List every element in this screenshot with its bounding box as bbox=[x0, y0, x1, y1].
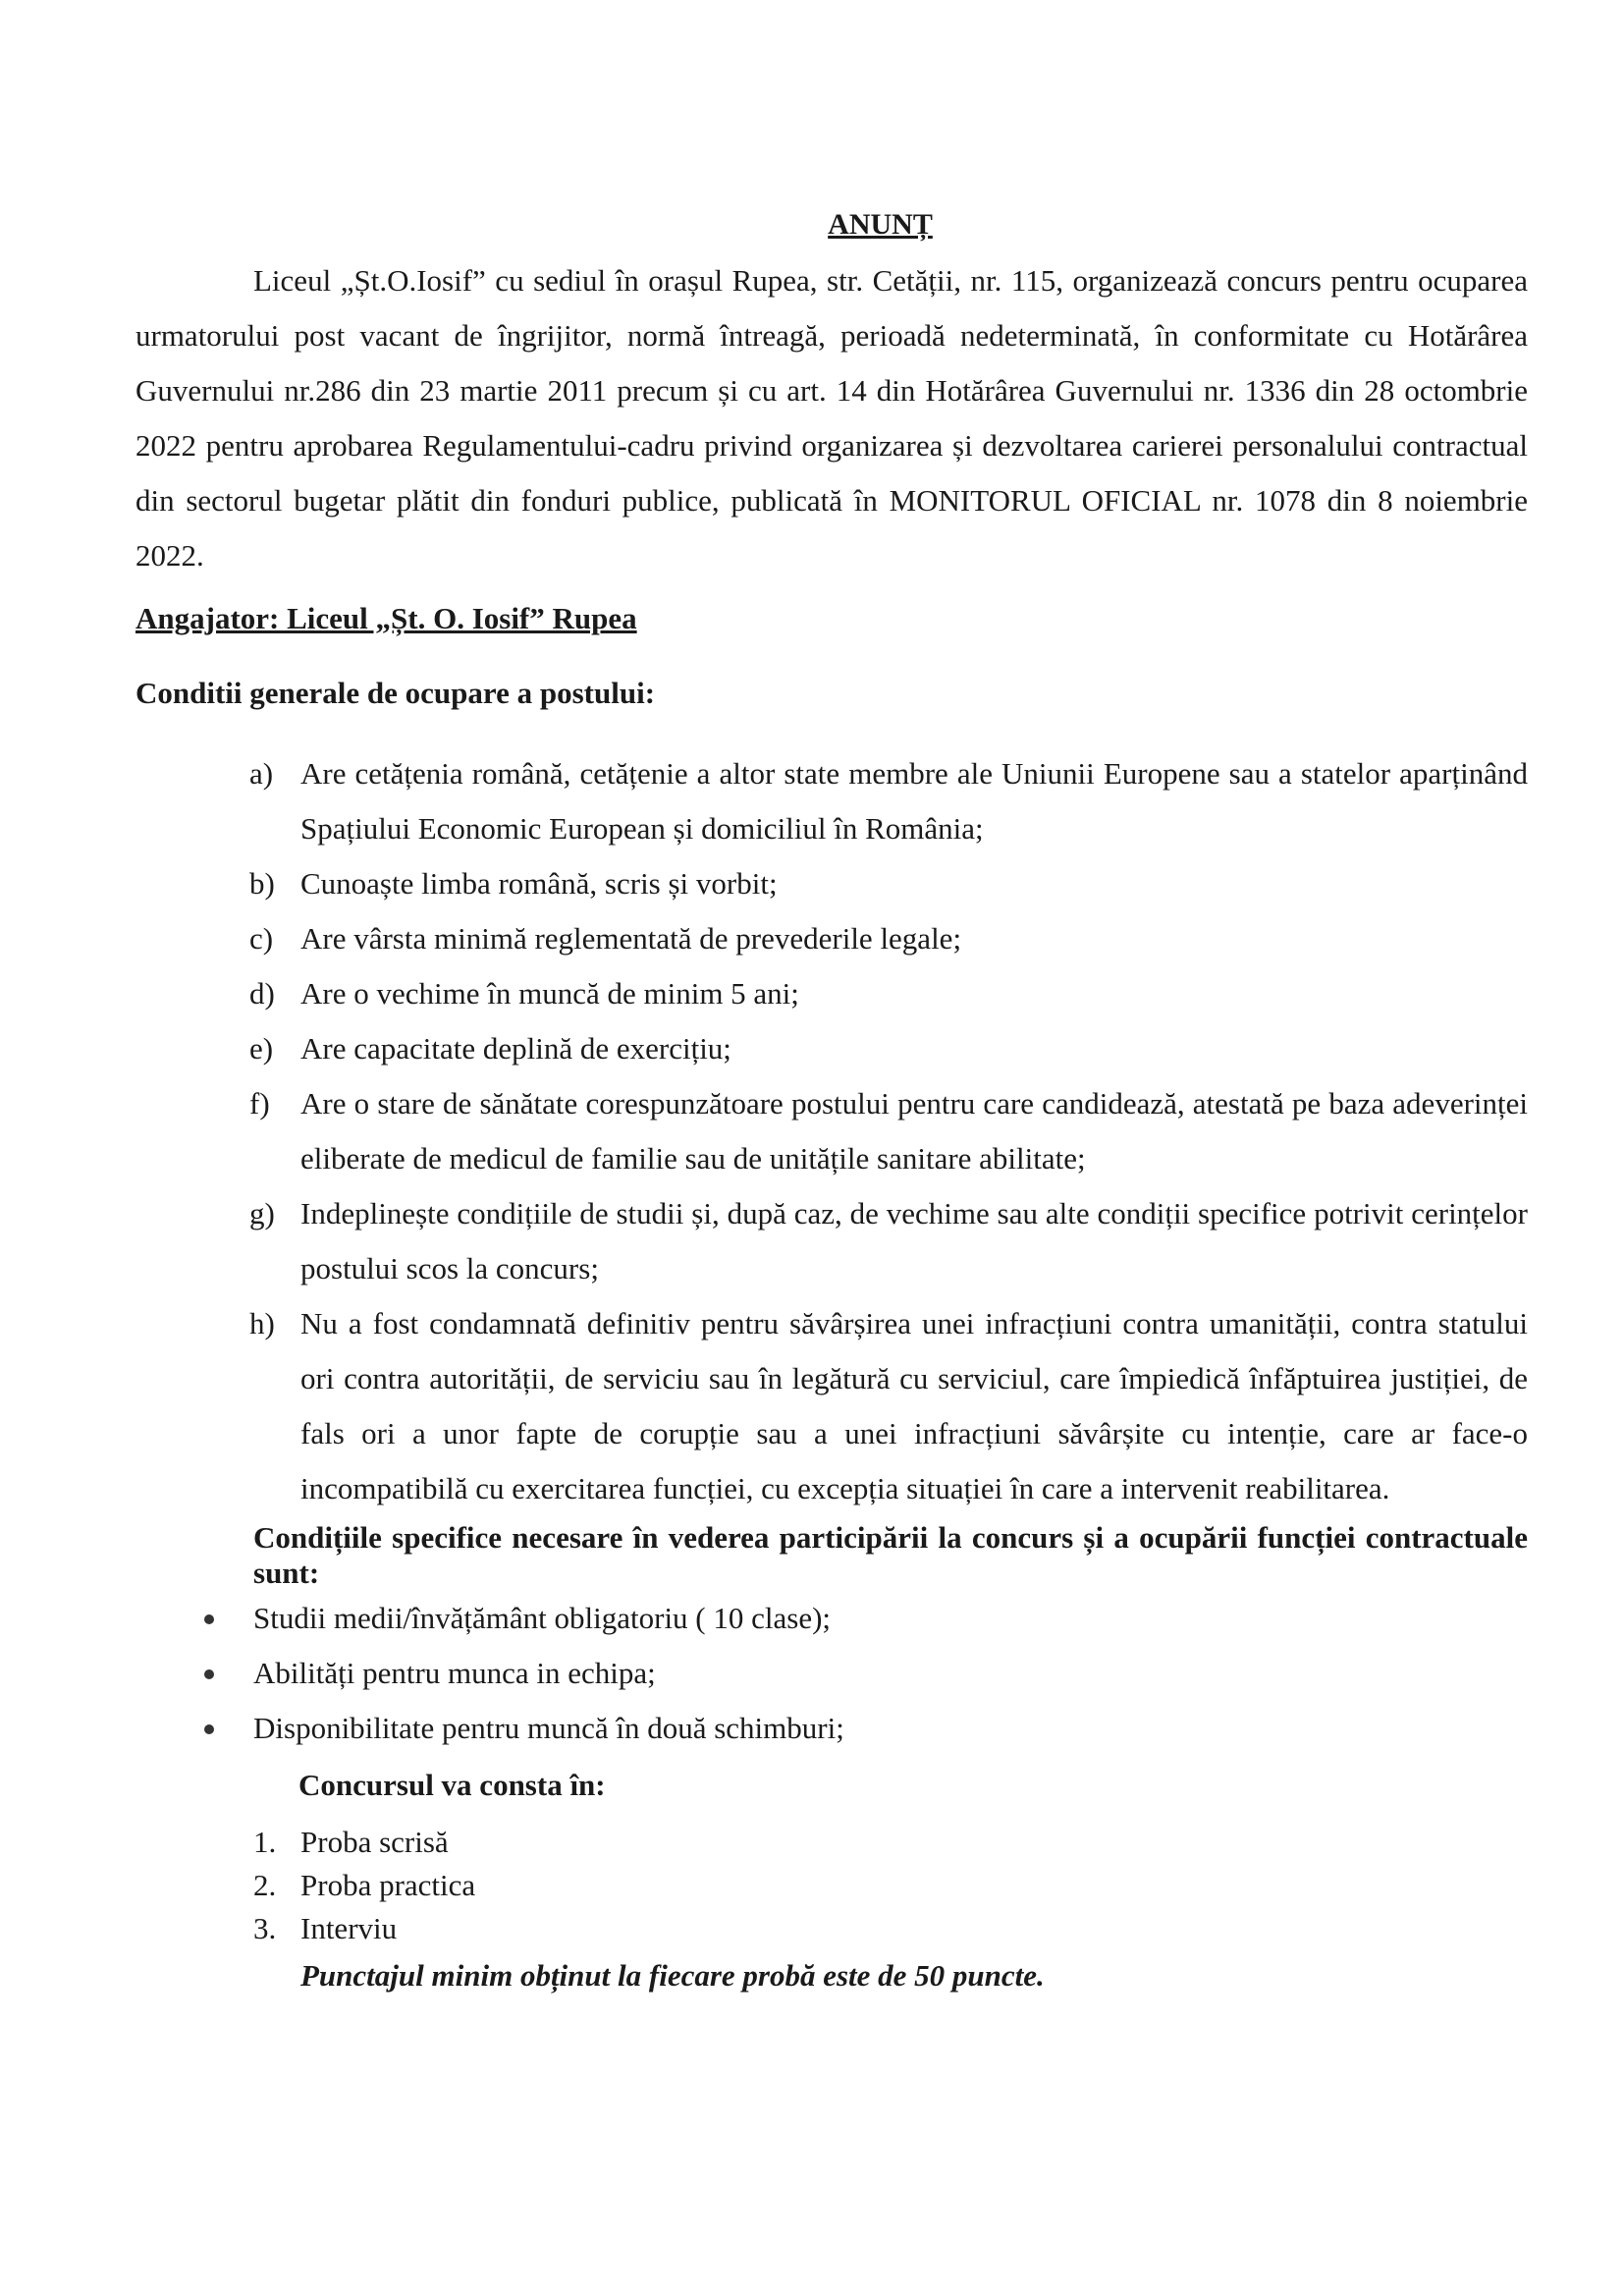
condition-item bbox=[249, 966, 1528, 1021]
specific-condition-text: Abilități pentru munca in echipa; bbox=[253, 1656, 656, 1690]
condition-letter: a) bbox=[249, 756, 274, 791]
condition-item bbox=[249, 746, 1528, 856]
condition-item bbox=[249, 1296, 1528, 1516]
step-number: 2. bbox=[253, 1868, 277, 1902]
condition-item bbox=[249, 1186, 1528, 1296]
condition-text: Indeplinește condițiile de studii și, după caz, de vechime sau alte condiții specifice potrivit cerințelor postului scos la concurs; bbox=[300, 1196, 1528, 1285]
condition-letter: c) bbox=[249, 921, 274, 956]
condition-text: Are o stare de sănătate corespunzătoare postului pentru care candidează, atestată pe baza adeverinței eliberate de medicul de familie sau de unitățile sanitare abilitate; bbox=[300, 1086, 1528, 1175]
condition-letter: h) bbox=[249, 1306, 275, 1340]
bullet-icon bbox=[204, 1614, 214, 1624]
specific-condition-text: Disponibilitate pentru muncă în două schimburi; bbox=[253, 1711, 844, 1745]
step-text: Proba scrisă bbox=[300, 1825, 449, 1859]
condition-text: Are capacitate deplină de exercițiu; bbox=[300, 1031, 731, 1066]
step-number: 1. bbox=[253, 1825, 277, 1859]
general-conditions-list bbox=[249, 746, 1528, 1516]
specific-condition-item bbox=[202, 1591, 844, 1646]
bullet-icon bbox=[204, 1669, 214, 1679]
condition-text: Are vârsta minimă reglementată de prevederile legale; bbox=[300, 921, 962, 956]
employer-heading: Angajator: Liceul „Șt. O. Iosif” Rupea bbox=[135, 601, 637, 635]
condition-item bbox=[249, 1021, 1528, 1076]
minimum-score-note: Punctajul minim obținut la fiecare probă este de 50 puncte. bbox=[300, 1958, 1045, 1993]
condition-item bbox=[249, 911, 1528, 966]
specific-condition-text: Studii medii/învățământ obligatoriu ( 10 clase); bbox=[253, 1601, 832, 1635]
step-number: 3. bbox=[253, 1911, 277, 1945]
condition-text: Are cetățenia română, cetățenie a altor state membre ale Uniunii Europene sau a statelor aparținând Spațiului Economic European și domiciliul în România; bbox=[300, 756, 1528, 846]
contest-heading: Concursul va consta în: bbox=[298, 1768, 606, 1802]
condition-text: Cunoaște limba română, scris și vorbit; bbox=[300, 866, 778, 901]
contest-step bbox=[253, 1864, 475, 1907]
condition-letter: f) bbox=[249, 1086, 270, 1121]
condition-text: Are o vechime în muncă de minim 5 ani; bbox=[300, 976, 799, 1011]
intro-paragraph: Liceul „Șt.O.Iosif” cu sediul în orașul Rupea, str. Cetății, nr. 115, organizează concurs pentru ocuparea urmatorului post vacant de îngrijitor, normă întreagă, perioadă nedeterminată, în conformitate cu Hotărârea Guvernului nr.286 din 23 martie 2011 precum și cu art. 14 din Hotărârea Guvernului nr. 1336 din 28 octombrie 2022 pentru aprobarea Regulamentului-cadru privind organizarea și dezvoltarea carierei personalului contractual din sectorul bugetar plătit din fonduri publice, publicată în MONITORUL OFICIAL nr. 1078 din 8 noiembrie 2022. bbox=[135, 263, 1528, 573]
condition-item bbox=[249, 856, 1528, 911]
contest-steps-list bbox=[253, 1821, 475, 1950]
specific-conditions-heading: Condițiile specifice necesare în vederea participării la concurs și a ocupării funcției contractuale sunt: bbox=[253, 1520, 1528, 1590]
specific-conditions-list bbox=[202, 1591, 844, 1756]
condition-letter: b) bbox=[249, 866, 275, 901]
bullet-icon bbox=[204, 1724, 214, 1734]
condition-letter: d) bbox=[249, 976, 275, 1011]
condition-text: Nu a fost condamnată definitiv pentru săvârșirea unei infracțiuni contra umanității, contra statului ori contra autorității, de serviciu sau în legătură cu serviciul, care împiedică înfăptuirea justiției, de fals ori a unor fapte de corupție sau a unei infracțiuni săvârșite cu intenție, care ar face-o incompatibilă cu exercitarea funcției, cu excepția situației în care a intervenit reabilitarea. bbox=[300, 1306, 1528, 1505]
general-conditions-heading: Conditii generale de ocupare a postului: bbox=[135, 676, 656, 710]
condition-item bbox=[249, 1076, 1528, 1186]
specific-condition-item bbox=[202, 1701, 844, 1756]
contest-step bbox=[253, 1821, 475, 1864]
condition-letter: g) bbox=[249, 1196, 275, 1230]
page-title: ANUNȚ bbox=[828, 208, 933, 241]
contest-step bbox=[253, 1907, 475, 1950]
condition-letter: e) bbox=[249, 1031, 274, 1066]
step-text: Interviu bbox=[300, 1911, 398, 1945]
step-text: Proba practica bbox=[300, 1868, 476, 1902]
specific-condition-item bbox=[202, 1646, 844, 1701]
